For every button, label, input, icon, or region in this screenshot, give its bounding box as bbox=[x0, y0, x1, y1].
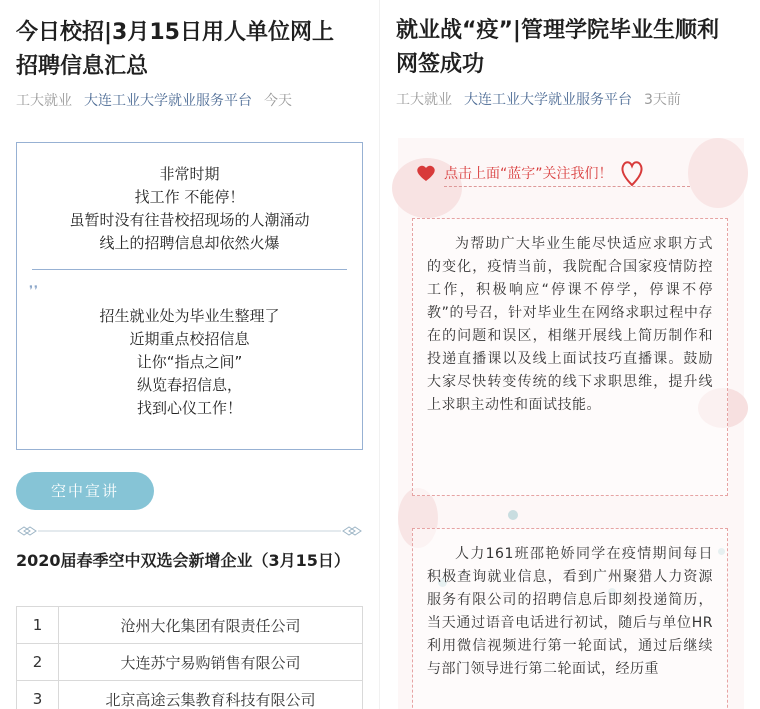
article-title-line2: 网签成功 bbox=[396, 52, 485, 77]
ornament-divider bbox=[16, 526, 363, 536]
article-title[interactable] bbox=[16, 16, 366, 84]
meta-time: 今天 bbox=[264, 93, 292, 109]
company-name: 北京高途云集教育科技有限公司 bbox=[59, 681, 363, 709]
intro-line: 招生就业处为毕业生整理了 bbox=[99, 307, 280, 325]
row-number: 3 bbox=[17, 681, 59, 709]
intro-line: 纵览春招信息， bbox=[136, 376, 242, 394]
intro-text-group bbox=[17, 163, 362, 255]
article-title-line2: 招聘信息汇总 bbox=[16, 54, 149, 79]
paragraph-text: 人力161班邵艳娇同学在疫情期间每日积极查询就业信息，看到广州聚猎人力资源服务有限公司的招聘信息后即刻投递简历，当天通过语音电话进行初试，随后与单位HR利用微信视频进行第一轮面试，通过后继续与部门领导进行第二轮面试，经历重 bbox=[427, 546, 713, 677]
article-title-line1: 今日校招|3月15日用人单位网上 bbox=[16, 20, 334, 45]
meta-time: 3天前 bbox=[644, 92, 681, 108]
meta-account-link[interactable]: 大连工业大学就业服务平台 bbox=[464, 92, 632, 108]
quote-mark-icon: ❜❜ bbox=[29, 283, 39, 297]
follow-cta-text: 点击上面“蓝字”关注我们！ bbox=[444, 166, 613, 182]
paragraph-text: 为帮助广大毕业生能尽快适应求职方式的变化，疫情当前，我院配合国家疫情防控工作，积极响应“停课不停学，停课不停教”的号召，针对毕业生在网络求职过程中存在的问题和误区，相继开展线上简历制作和投递直播课以及线上面试技巧直播课。鼓励大家尽快转变传统的线下求职思维，提升线上求职主动性和面试技能。 bbox=[427, 236, 713, 413]
air-presentation-button[interactable]: 空中宣讲 bbox=[16, 472, 154, 510]
article-meta bbox=[396, 89, 681, 109]
heart-icon bbox=[416, 164, 436, 182]
article-title[interactable] bbox=[396, 14, 748, 82]
intro-line: 线上的招聘信息却依然火爆 bbox=[99, 234, 280, 252]
intro-line: 近期重点校招信息 bbox=[129, 330, 250, 348]
intro-line: 找到心仪工作！ bbox=[136, 399, 242, 417]
paragraph-box bbox=[412, 218, 728, 496]
intro-line: 找工作 不能停！ bbox=[134, 188, 245, 206]
section-title: 2020届春季空中双选会新增企业（3月15日） bbox=[16, 551, 350, 570]
row-number: 2 bbox=[17, 644, 59, 681]
intro-line: 虽暂时没有往昔校招现场的人潮涌动 bbox=[69, 211, 310, 229]
article-meta bbox=[16, 90, 292, 110]
meta-source: 工大就业 bbox=[396, 92, 452, 108]
meta-account-link[interactable]: 大连工业大学就业服务平台 bbox=[84, 93, 252, 109]
intro-box bbox=[16, 142, 363, 450]
cta-underline bbox=[444, 186, 690, 187]
company-table bbox=[16, 606, 363, 709]
intro-divider bbox=[32, 269, 347, 270]
paragraph-box bbox=[412, 528, 728, 709]
table-row bbox=[17, 607, 363, 644]
right-article bbox=[380, 0, 760, 709]
article-title-line1: 就业战“疫”|管理学院毕业生顺利 bbox=[396, 18, 719, 43]
heart-icon bbox=[621, 160, 643, 186]
intro-text-group bbox=[17, 305, 362, 420]
intro-line: 非常时期 bbox=[159, 165, 220, 183]
intro-line: 让你“指点之间” bbox=[136, 353, 243, 371]
company-name: 大连苏宁易购销售有限公司 bbox=[59, 644, 363, 681]
table-row bbox=[17, 644, 363, 681]
follow-cta[interactable] bbox=[416, 158, 716, 188]
row-number: 1 bbox=[17, 607, 59, 644]
meta-source: 工大就业 bbox=[16, 93, 72, 109]
table-row bbox=[17, 681, 363, 709]
company-name: 沧州大化集团有限责任公司 bbox=[59, 607, 363, 644]
